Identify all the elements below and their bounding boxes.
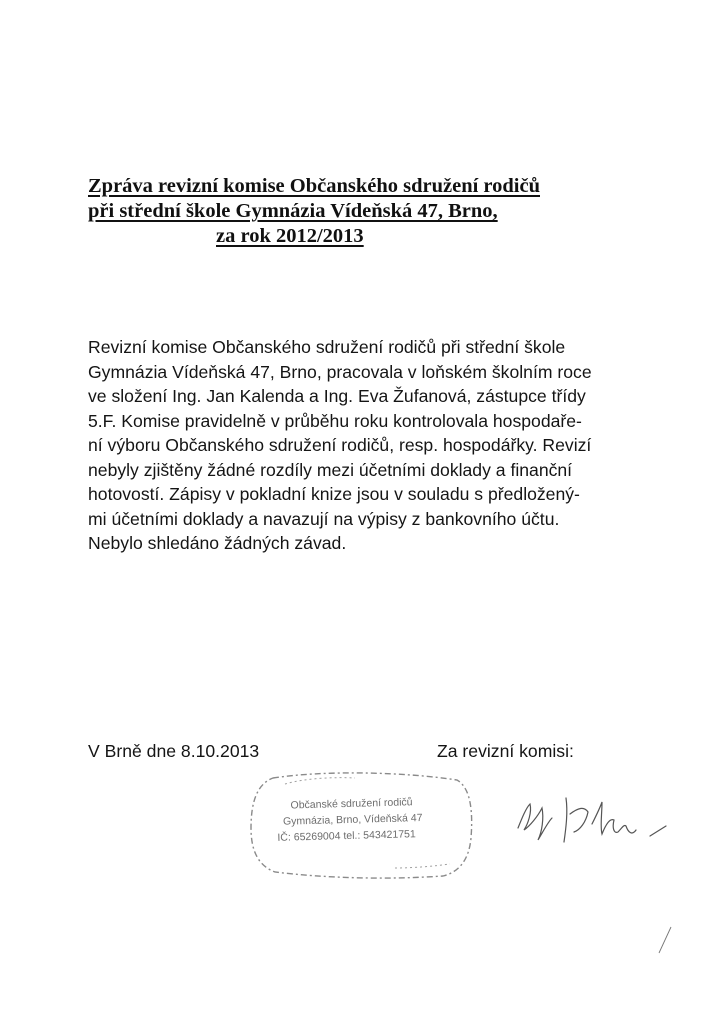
- stamp-text: [270, 794, 423, 846]
- signatory-label: Za revizní komisi:: [437, 741, 574, 761]
- pen-stroke-icon: [655, 925, 675, 955]
- body-line: Nebylo shledáno žádných závad.: [88, 533, 347, 553]
- association-stamp: [245, 768, 477, 880]
- title-line-2: [88, 199, 648, 224]
- stamp-line-3: IČ: 65269004 tel.: 543421751: [277, 828, 416, 844]
- title-line-3-text: za rok 2012/2013: [216, 225, 364, 247]
- stamp-line-2: Gymnázia, Brno, Vídeňská 47: [282, 812, 423, 828]
- pen-mark: [655, 925, 675, 960]
- body-line: mi účetními doklady a navazují na výpisy z bankovního účtu.: [88, 508, 560, 529]
- title-line-2-text: při střední škole Gymnázia Vídeňská 47, Brno,: [88, 200, 498, 222]
- body-line: ní výboru Občanského sdružení rodičů, resp. hospodářky. Revizí: [88, 435, 592, 455]
- body-line: nebyly zjištěny žádné rozdíly mezi účetními doklady a finanční: [88, 459, 573, 480]
- title-line-3: [88, 224, 648, 249]
- body-line: 5.F. Komise pravidelně v průběhu roku kontrolovala hospodaře-: [88, 410, 582, 431]
- body-line: Revizní komise Občanského sdružení rodičů při střední škole: [88, 337, 566, 357]
- body-line: Gymnázia Vídeňská 47, Brno, pracovala v loňském školním roce: [88, 361, 592, 382]
- title-line-1-text: Zpráva revizní komise Občanského sdružení rodičů: [88, 175, 540, 197]
- report-body: [88, 335, 648, 556]
- body-line: hotovostí. Zápisy v pokladní knize jsou v souladu s předložený-: [88, 484, 580, 504]
- handwritten-signature: [508, 778, 668, 863]
- title-line-1: [88, 174, 648, 199]
- body-line: ve složení Ing. Jan Kalenda a Ing. Eva Žufanová, zástupce třídy: [88, 386, 586, 406]
- signature-icon: [508, 778, 668, 858]
- stamp-line-1: Občanské sdružení rodičů: [290, 796, 413, 812]
- document-title: [88, 174, 648, 249]
- place-and-date: V Brně dne 8.10.2013: [88, 741, 260, 761]
